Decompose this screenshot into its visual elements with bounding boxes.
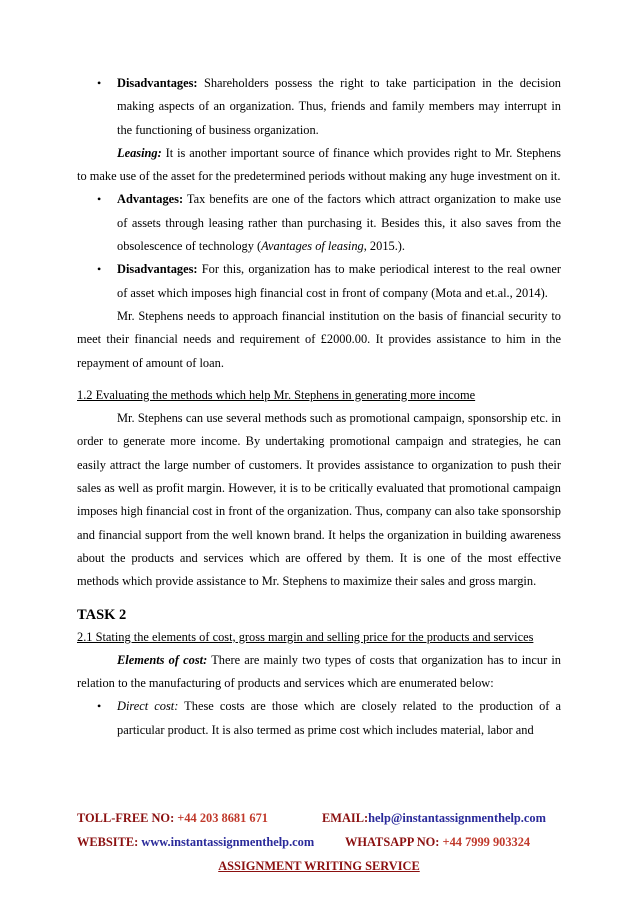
bullet-label: Direct cost: <box>117 699 179 714</box>
bullet-icon: • <box>97 76 102 90</box>
bullet-advantages-leasing <box>77 188 561 258</box>
bullet-icon: • <box>97 699 102 714</box>
section-heading-1-2: 1.2 Evaluating the methods which help Mr. Stephens in generating more income <box>77 387 476 402</box>
bullet-text: Tax benefits are one of the factors which attract organization to make use of assets through leasing rather than purchasing it. Besides this, it also saves from the obsolescence of technology ( <box>117 192 561 254</box>
bullet-label: Disadvantages: <box>117 76 198 90</box>
email-group <box>322 806 546 830</box>
leasing-paragraph <box>77 142 561 189</box>
tollfree-number: +44 203 8681 671 <box>177 811 268 825</box>
bullet-disadvantages-leasing <box>77 258 561 305</box>
tollfree-label: TOLL-FREE NO: <box>77 811 178 825</box>
footer-row-contact <box>77 806 561 830</box>
bullet-text: Shareholders possess the right to take participation in the decision making aspects of an organization. Thus, friends and family members may interrupt in the functioning of business organization. <box>117 76 561 137</box>
footer-row-service <box>77 854 561 878</box>
document-body <box>77 72 561 742</box>
footer-row-web <box>77 830 561 854</box>
bullet-label: Advantages: <box>117 192 184 207</box>
citation-tail: , 2015.). <box>363 239 406 254</box>
bullet-direct-cost <box>77 695 561 742</box>
website-label: WEBSITE: <box>77 835 142 849</box>
leasing-label: Leasing: <box>117 145 162 160</box>
website-link[interactable]: www.instantassignmenthelp.com <box>141 835 315 849</box>
email-label: EMAIL: <box>322 811 369 825</box>
loan-paragraph: Mr. Stephens needs to approach financial institution on the basis of financial security to meet their financial needs and requirement of £2000.00. It provides assistance to him in the repayment of amount of loan. <box>77 308 561 370</box>
whatsapp-number: +44 7999 903324 <box>442 835 531 849</box>
bullet-icon: • <box>97 262 102 277</box>
bullet-label: Disadvantages: <box>117 262 198 277</box>
page-footer <box>77 806 561 878</box>
email-link[interactable]: help@instantassignmenthelp.com <box>368 811 546 825</box>
bullet-disadvantages-equity <box>77 72 561 142</box>
leasing-text: It is another important source of finance which provides right to Mr. Stephens to make use of the asset for the predetermined periods without making any huge investment on it. <box>77 145 561 184</box>
elements-of-cost-paragraph <box>77 649 561 696</box>
bullet-text: These costs are those which are closely related to the production of a particular product. It is also termed as prime cost which includes material, labor and <box>117 699 561 737</box>
bullet-icon: • <box>97 192 102 207</box>
citation-title: Avantages of leasing <box>261 239 364 254</box>
service-banner[interactable]: ASSIGNMENT WRITING SERVICE <box>218 859 420 873</box>
elements-label: Elements of cost: <box>117 652 208 667</box>
elements-text: There are mainly two types of costs that organization has to incur in relation to the manufacturing of products and services which are enumerated below: <box>77 652 561 691</box>
whatsapp-label: WHATSAPP NO: <box>345 835 443 849</box>
section-heading-2-1: 2.1 Stating the elements of cost, gross margin and selling price for the products and services <box>77 629 534 644</box>
bullet-text: For this, organization has to make periodical interest to the real owner of asset which imposes high financial cost in front of company (Mota and et.al., 2014). <box>117 262 561 300</box>
whatsapp-group <box>345 830 530 854</box>
section-1-2-body: Mr. Stephens can use several methods such as promotional campaign, sponsorship etc. in order to generate more income. By undertaking promotional campaign and strategies, he can easily attract the large number of customers. It provides assistance to organization to push their sales as well as profit margin. However, it is to be critically evaluated that promotional campaign imposes high financial cost in front of the organization. Thus, company can also take sponsorship and financial support from the well known brand. It helps the organization in building awareness about the products and services which are offered by them. It is one of the most effective methods which provide assistance to Mr. Stephens to maximize their sales and gross margin. <box>77 411 561 589</box>
task-2-title: TASK 2 <box>77 606 127 623</box>
